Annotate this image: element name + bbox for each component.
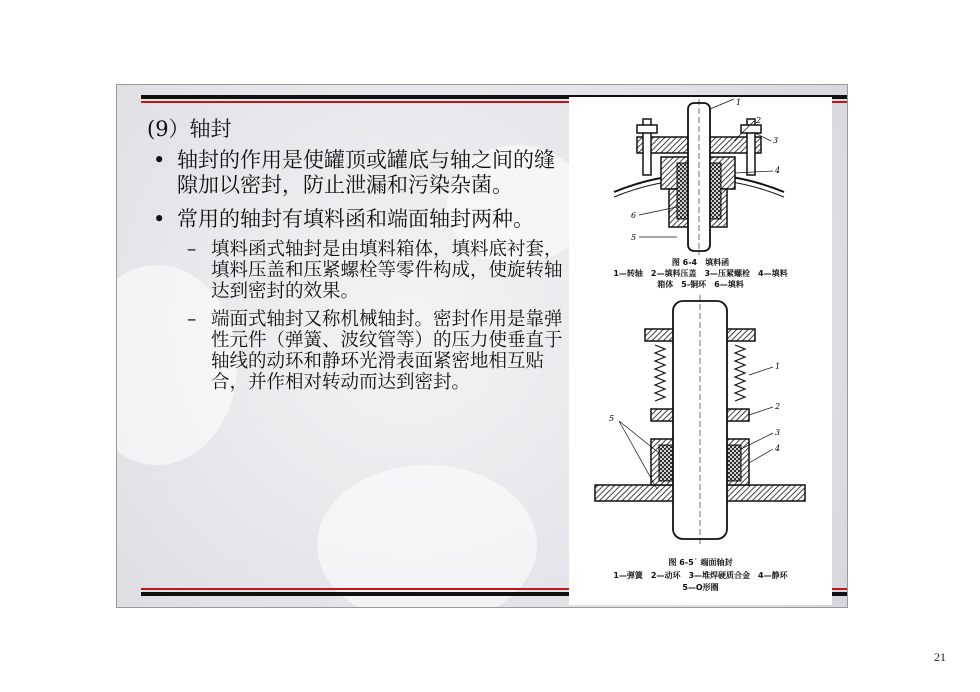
sub-bullet-packing <box>147 240 567 303</box>
figure-label: 3 <box>773 136 779 145</box>
sub-bullet-mechanical <box>147 310 567 394</box>
figure-label: 3 <box>775 428 781 437</box>
bullet-text: 轴封的作用是使罐顶或罐底与轴之间的缝隙加以密封，防止泄漏和污染杂菌。 <box>177 148 555 198</box>
packing-box-diagram <box>569 97 832 257</box>
sub-bullet-text: 填料函式轴封是由填料箱体，填料底衬套，填料压盖和压紧螺栓等零件构成，使旋转轴达到密封的效果。 <box>211 238 563 302</box>
figure-label: 1 <box>775 362 781 371</box>
page-number: 21 <box>934 650 946 664</box>
figure-caption-title: 图 6-5˙ 端面轴封 <box>668 558 733 567</box>
figure-caption-title: 图 6-4 填料函 <box>671 258 730 267</box>
figure-caption-line: 箱体 5-铜环 6—填料 <box>657 280 744 289</box>
figure-label: 5 <box>609 414 615 423</box>
bullet-purpose <box>147 148 567 198</box>
slide-heading: (9）轴封 <box>147 117 232 141</box>
figure-label: 4 <box>775 166 781 175</box>
figure-label: 6 <box>631 211 637 220</box>
sub-bullet-text: 端面式轴封又称机械轴封。密封作用是靠弹性元件（弹簧、波纹管等）的压力使垂直于轴线的动环和静环光滑表面紧密地相互贴合，并作相对转动而达到密封。 <box>211 309 563 394</box>
background-blob <box>317 465 537 608</box>
slide-frame <box>116 84 848 608</box>
bullet-types <box>147 207 567 232</box>
figure-label: 1 <box>736 98 742 107</box>
bullet-text: 常用的轴封有填料函和端面轴封两种。 <box>177 206 534 231</box>
figure-caption-line: 5—O形圈 <box>682 583 719 592</box>
figure-caption-line: 1—转轴 2—填料压盖 3—压紧螺栓 4—填料 <box>613 269 788 278</box>
figure-panel <box>569 97 832 605</box>
end-face-seal-diagram <box>569 293 832 549</box>
bullet-dot: • <box>153 148 166 173</box>
bullet-dot: • <box>153 206 166 231</box>
figure-label: 2 <box>756 116 762 125</box>
figure-label: 2 <box>775 402 781 411</box>
figure-label: 4 <box>775 444 781 453</box>
figure-label: 5 <box>631 233 637 242</box>
sub-bullet-dash: – <box>187 309 197 331</box>
figure-caption-line: 1—弹簧 2—动环 3—堆焊硬质合金 4—静环 <box>613 571 788 580</box>
slide-text <box>147 117 567 402</box>
sub-bullet-dash: – <box>187 238 197 260</box>
